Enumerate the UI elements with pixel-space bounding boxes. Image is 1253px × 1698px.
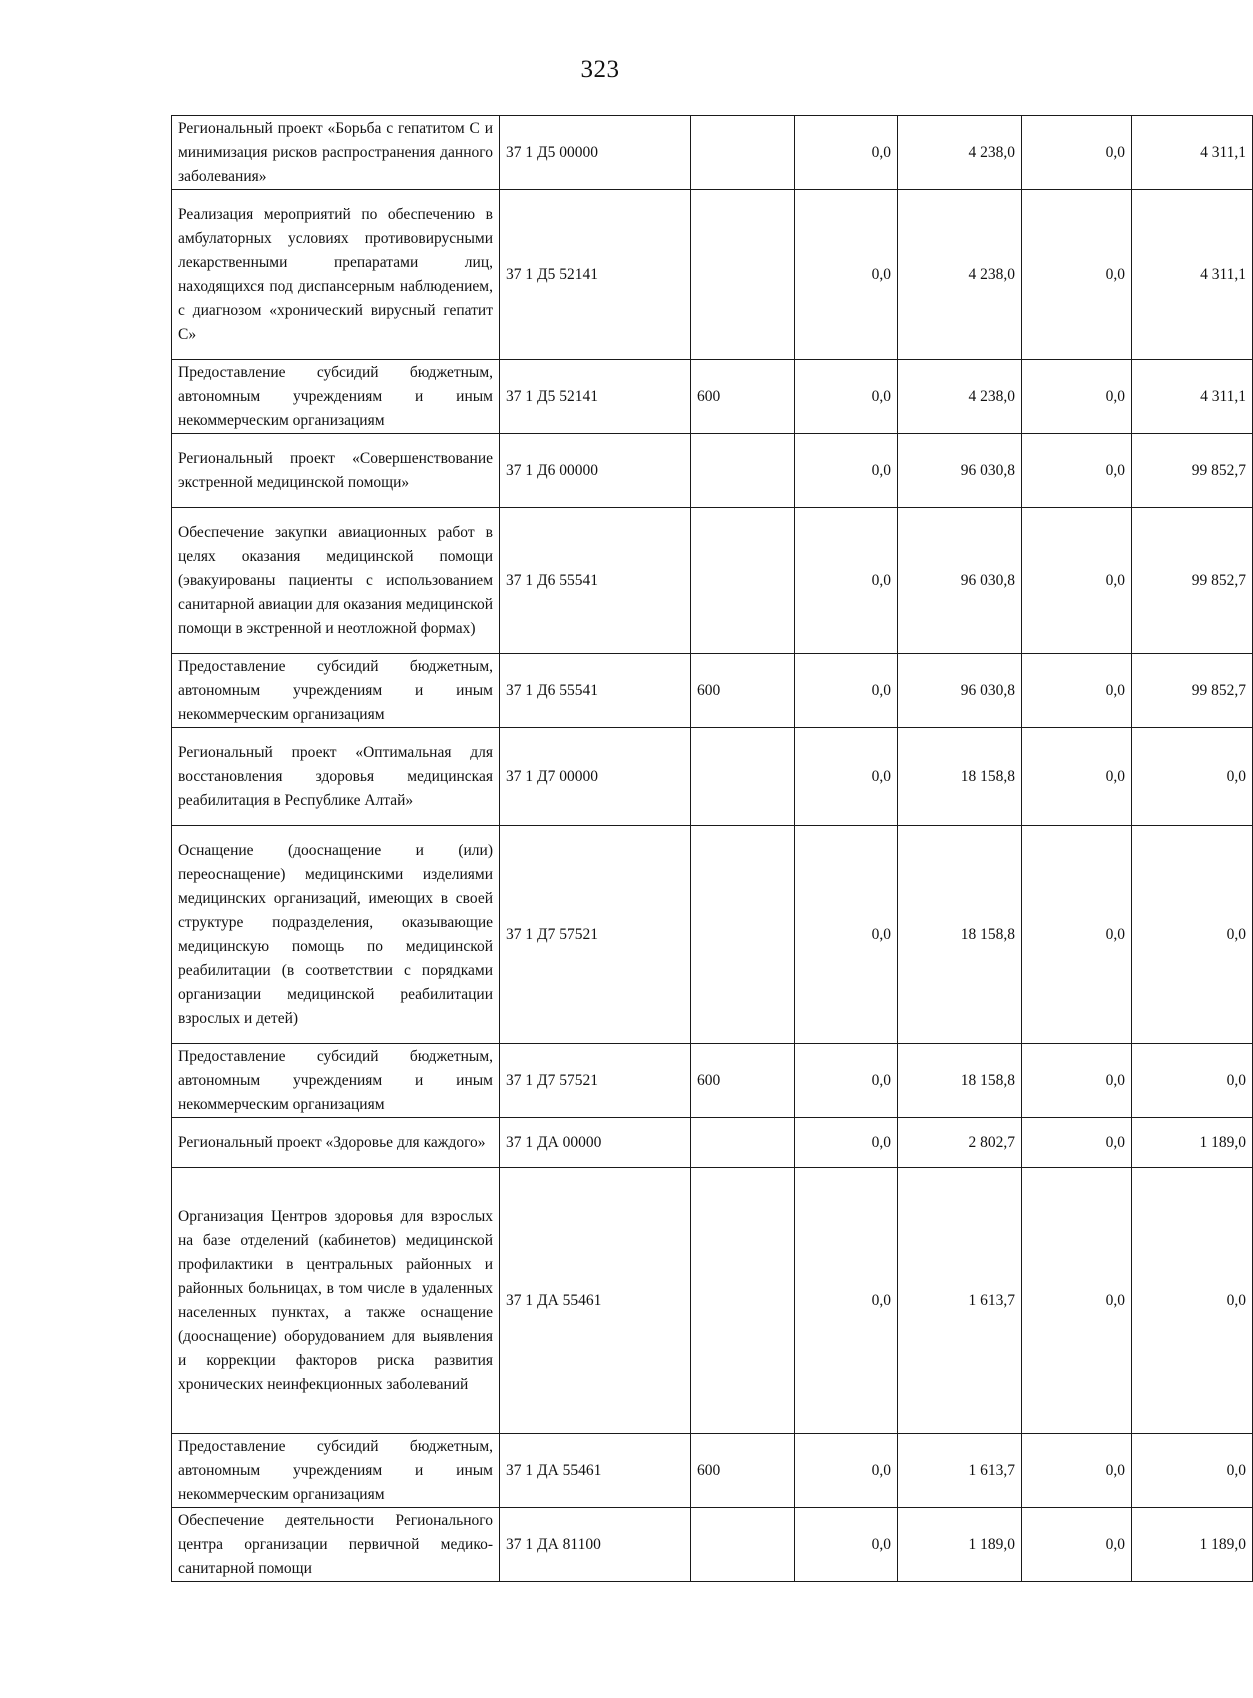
table-row bbox=[172, 1044, 1253, 1118]
row-code: 37 1 Д6 55541 bbox=[500, 654, 691, 728]
row-expense-type bbox=[691, 728, 795, 826]
row-value-2: 18 158,8 bbox=[898, 1044, 1022, 1118]
row-value-1: 0,0 bbox=[795, 1508, 898, 1582]
row-code: 37 1 Д7 57521 bbox=[500, 1044, 691, 1118]
row-expense-type bbox=[691, 508, 795, 654]
row-value-2: 1 189,0 bbox=[898, 1508, 1022, 1582]
row-code: 37 1 ДА 55461 bbox=[500, 1434, 691, 1508]
row-value-1: 0,0 bbox=[795, 508, 898, 654]
row-code: 37 1 ДА 00000 bbox=[500, 1118, 691, 1168]
row-name: Организация Центров здоровья для взрослых на базе отделений (кабинетов) медицинской профилактики в центральных районных и районных больницах, в том числе в удаленных населенных пунктах, а также оснащение (дооснащение) оборудованием для выявления и коррекции факторов риска развития хронических неинфекционных заболеваний bbox=[172, 1168, 500, 1434]
row-expense-type: 600 bbox=[691, 360, 795, 434]
row-name: Предоставление субсидий бюджетным, автономным учреждениям и иным некоммерческим организациям bbox=[172, 1044, 500, 1118]
row-value-3: 0,0 bbox=[1022, 1118, 1132, 1168]
row-value-3: 0,0 bbox=[1022, 728, 1132, 826]
row-value-3: 0,0 bbox=[1022, 1168, 1132, 1434]
row-value-3: 0,0 bbox=[1022, 508, 1132, 654]
row-value-4: 4 311,1 bbox=[1132, 190, 1253, 360]
row-name: Предоставление субсидий бюджетным, автономным учреждениям и иным некоммерческим организациям bbox=[172, 1434, 500, 1508]
row-name: Оснащение (дооснащение и (или) переоснащение) медицинскими изделиями медицинских организаций, имеющих в своей структуре подразделения, оказывающие медицинскую помощь по медицинской реабилитации (в соответствии с порядками организации медицинской реабилитации взрослых и детей) bbox=[172, 826, 500, 1044]
row-value-1: 0,0 bbox=[795, 654, 898, 728]
row-code: 37 1 Д7 00000 bbox=[500, 728, 691, 826]
row-code: 37 1 Д5 00000 bbox=[500, 116, 691, 190]
table-row bbox=[172, 190, 1253, 360]
row-value-3: 0,0 bbox=[1022, 116, 1132, 190]
row-value-4: 4 311,1 bbox=[1132, 360, 1253, 434]
row-expense-type: 600 bbox=[691, 1044, 795, 1118]
row-expense-type bbox=[691, 190, 795, 360]
row-code: 37 1 ДА 81100 bbox=[500, 1508, 691, 1582]
row-code: 37 1 Д6 55541 bbox=[500, 508, 691, 654]
row-value-2: 4 238,0 bbox=[898, 360, 1022, 434]
row-name: Региональный проект «Борьба с гепатитом С и минимизация рисков распространения данного заболевания» bbox=[172, 116, 500, 190]
row-value-1: 0,0 bbox=[795, 1434, 898, 1508]
table-row bbox=[172, 1508, 1253, 1582]
row-value-2: 4 238,0 bbox=[898, 190, 1022, 360]
row-value-4: 0,0 bbox=[1132, 728, 1253, 826]
table-row bbox=[172, 116, 1253, 190]
row-value-4: 99 852,7 bbox=[1132, 508, 1253, 654]
row-value-2: 18 158,8 bbox=[898, 826, 1022, 1044]
row-value-4: 99 852,7 bbox=[1132, 654, 1253, 728]
row-name: Предоставление субсидий бюджетным, автономным учреждениям и иным некоммерческим организациям bbox=[172, 360, 500, 434]
row-expense-type bbox=[691, 1168, 795, 1434]
row-expense-type: 600 bbox=[691, 1434, 795, 1508]
row-value-4: 0,0 bbox=[1132, 1168, 1253, 1434]
row-value-3: 0,0 bbox=[1022, 190, 1132, 360]
row-name: Региональный проект «Здоровье для каждого» bbox=[172, 1118, 500, 1168]
row-name: Региональный проект «Оптимальная для восстановления здоровья медицинская реабилитация в Республике Алтай» bbox=[172, 728, 500, 826]
row-expense-type bbox=[691, 1508, 795, 1582]
page-number: 323 bbox=[580, 56, 620, 83]
row-expense-type: 600 bbox=[691, 654, 795, 728]
row-value-3: 0,0 bbox=[1022, 654, 1132, 728]
row-value-3: 0,0 bbox=[1022, 826, 1132, 1044]
table-row bbox=[172, 1434, 1253, 1508]
row-code: 37 1 Д6 00000 bbox=[500, 434, 691, 508]
row-value-2: 96 030,8 bbox=[898, 654, 1022, 728]
row-value-2: 96 030,8 bbox=[898, 434, 1022, 508]
row-value-1: 0,0 bbox=[795, 1044, 898, 1118]
row-value-2: 4 238,0 bbox=[898, 116, 1022, 190]
row-value-4: 0,0 bbox=[1132, 1434, 1253, 1508]
row-value-2: 96 030,8 bbox=[898, 508, 1022, 654]
row-value-3: 0,0 bbox=[1022, 1434, 1132, 1508]
row-name: Обеспечение деятельности Регионального центра организации первичной медико-санитарной помощи bbox=[172, 1508, 500, 1582]
row-value-4: 0,0 bbox=[1132, 826, 1253, 1044]
row-value-1: 0,0 bbox=[795, 116, 898, 190]
budget-table bbox=[171, 115, 1253, 1582]
row-code: 37 1 Д5 52141 bbox=[500, 190, 691, 360]
row-value-1: 0,0 bbox=[795, 434, 898, 508]
row-expense-type bbox=[691, 1118, 795, 1168]
table-row bbox=[172, 1168, 1253, 1434]
row-value-2: 1 613,7 bbox=[898, 1168, 1022, 1434]
row-code: 37 1 Д5 52141 bbox=[500, 360, 691, 434]
table-row bbox=[172, 1118, 1253, 1168]
row-value-4: 1 189,0 bbox=[1132, 1118, 1253, 1168]
row-value-4: 0,0 bbox=[1132, 1044, 1253, 1118]
row-value-3: 0,0 bbox=[1022, 434, 1132, 508]
table-row bbox=[172, 728, 1253, 826]
row-value-1: 0,0 bbox=[795, 1118, 898, 1168]
row-value-3: 0,0 bbox=[1022, 360, 1132, 434]
row-name: Обеспечение закупки авиационных работ в целях оказания медицинской помощи (эвакуированы пациенты с использованием санитарной авиации для оказания медицинской помощи в экстренной и неотложной формах) bbox=[172, 508, 500, 654]
row-value-4: 1 189,0 bbox=[1132, 1508, 1253, 1582]
table-row bbox=[172, 826, 1253, 1044]
row-value-1: 0,0 bbox=[795, 728, 898, 826]
row-expense-type bbox=[691, 434, 795, 508]
row-value-1: 0,0 bbox=[795, 360, 898, 434]
row-name: Предоставление субсидий бюджетным, автономным учреждениям и иным некоммерческим организациям bbox=[172, 654, 500, 728]
row-name: Реализация мероприятий по обеспечению в амбулаторных условиях противовирусными лекарственными препаратами лиц, находящихся под диспансерным наблюдением, с диагнозом «хронический вирусный гепатит С» bbox=[172, 190, 500, 360]
row-value-1: 0,0 bbox=[795, 190, 898, 360]
row-value-2: 18 158,8 bbox=[898, 728, 1022, 826]
row-value-2: 2 802,7 bbox=[898, 1118, 1022, 1168]
table-row bbox=[172, 434, 1253, 508]
table-row bbox=[172, 360, 1253, 434]
row-expense-type bbox=[691, 116, 795, 190]
table-row bbox=[172, 654, 1253, 728]
row-code: 37 1 Д7 57521 bbox=[500, 826, 691, 1044]
row-value-3: 0,0 bbox=[1022, 1508, 1132, 1582]
row-value-4: 99 852,7 bbox=[1132, 434, 1253, 508]
row-value-3: 0,0 bbox=[1022, 1044, 1132, 1118]
row-name: Региональный проект «Совершенствование экстренной медицинской помощи» bbox=[172, 434, 500, 508]
row-expense-type bbox=[691, 826, 795, 1044]
row-code: 37 1 ДА 55461 bbox=[500, 1168, 691, 1434]
row-value-1: 0,0 bbox=[795, 826, 898, 1044]
row-value-4: 4 311,1 bbox=[1132, 116, 1253, 190]
row-value-2: 1 613,7 bbox=[898, 1434, 1022, 1508]
row-value-1: 0,0 bbox=[795, 1168, 898, 1434]
table-row bbox=[172, 508, 1253, 654]
